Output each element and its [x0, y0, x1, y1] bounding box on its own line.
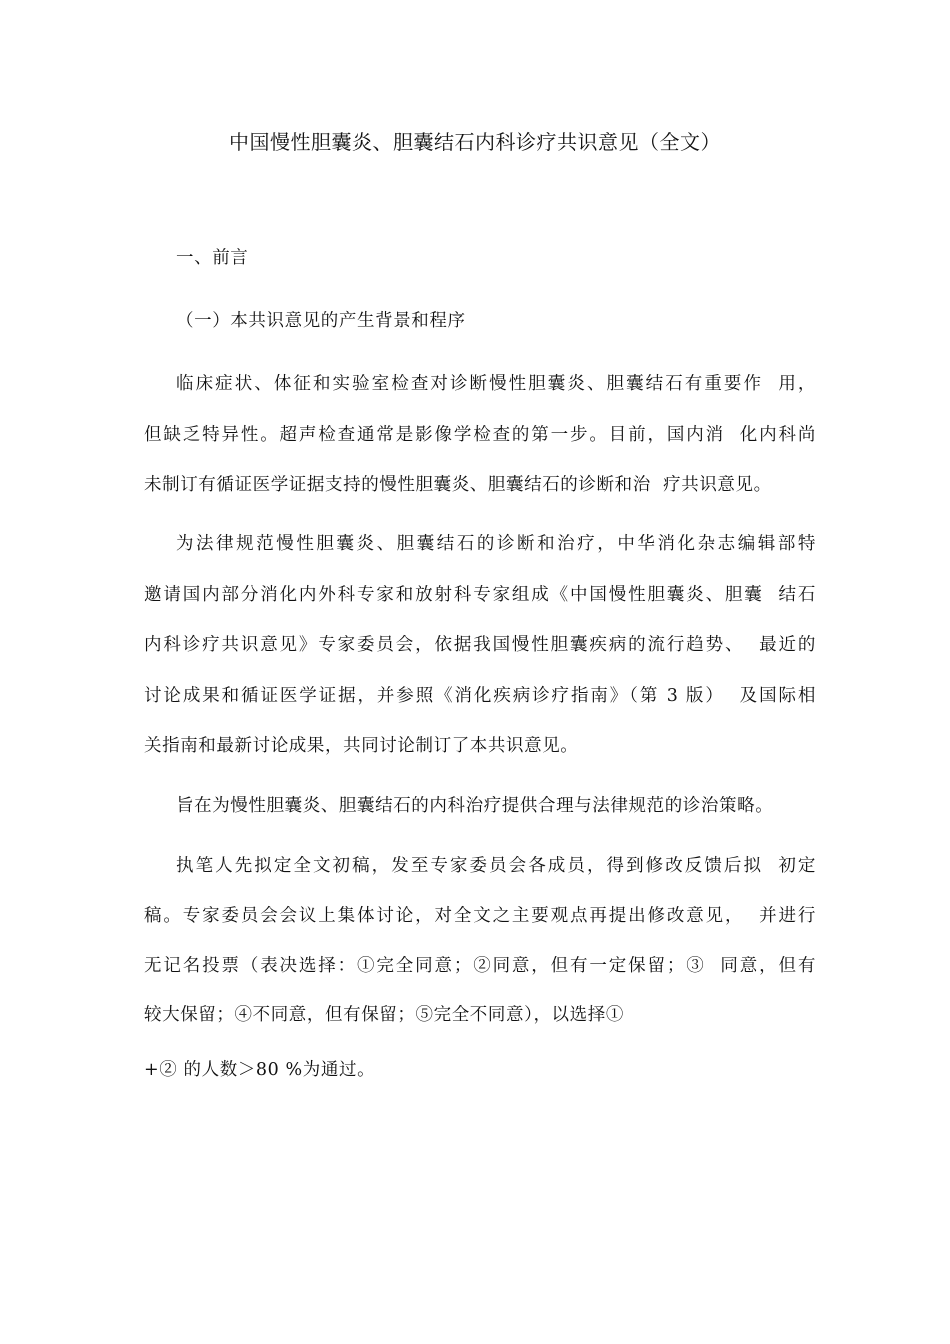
paragraph-2-line-5: 关指南和最新讨论成果，共同讨论制订了本共识意见。 — [144, 736, 579, 756]
paragraph-4-line-4: 较大保留；④不同意，但有保留；⑤完全不同意），以选择① — [144, 1005, 624, 1025]
paragraph-1-line-3: 未制订有循证医学证据支持的慢性胆囊炎、胆囊结石的诊断和治 疗共识意见。 — [144, 475, 772, 495]
paragraph-3-line-1: 旨在为慢性胆囊炎、胆囊结石的内科治疗提供合理与法律规范的诊治策略。 — [176, 796, 774, 816]
document-title: 中国慢性胆囊炎、胆囊结石内科诊疗共识意见（全文） — [229, 130, 721, 154]
paragraph-2-line-3: 内科诊疗共识意见》专家委员会，依据我国慢性胆囊疾病的流行趋势、 最近的 — [144, 635, 816, 655]
paragraph-4-line-1: 执笔人先拟定全文初稿，发至专家委员会各成员，得到修改反馈后拟 初定 — [176, 856, 816, 876]
paragraph-4-line-2: 稿。专家委员会会议上集体讨论，对全文之主要观点再提出修改意见， 并进行 — [144, 906, 816, 926]
subsection-heading: （一）本共识意见的产生背景和程序 — [176, 311, 466, 331]
section-heading: 一、前言 — [176, 248, 249, 268]
paragraph-1-line-1: 临床症状、体征和实验室检查对诊断慢性胆囊炎、胆囊结石有重要作 用， — [176, 374, 816, 394]
paragraph-4-line-3: 无记名投票（表决选择：①完全同意；②同意，但有一定保留；③ 同意，但有 — [144, 956, 816, 976]
paragraph-2-line-1: 为法律规范慢性胆囊炎、胆囊结石的诊断和治疗，中华消化杂志编辑部特 — [176, 534, 816, 554]
paragraph-4-line-5: +② 的人数＞80 %为通过。 — [144, 1060, 376, 1080]
paragraph-1-line-2: 但缺乏特异性。超声检查通常是影像学检查的第一步。目前，国内消 化内科尚 — [144, 425, 816, 445]
paragraph-2-line-2: 邀请国内部分消化内外科专家和放射科专家组成《中国慢性胆囊炎、胆囊 结石 — [144, 585, 816, 605]
paragraph-2-line-4: 讨论成果和循证医学证据，并参照《消化疾病诊疗指南》（第 3 版） 及国际相 — [144, 686, 816, 706]
